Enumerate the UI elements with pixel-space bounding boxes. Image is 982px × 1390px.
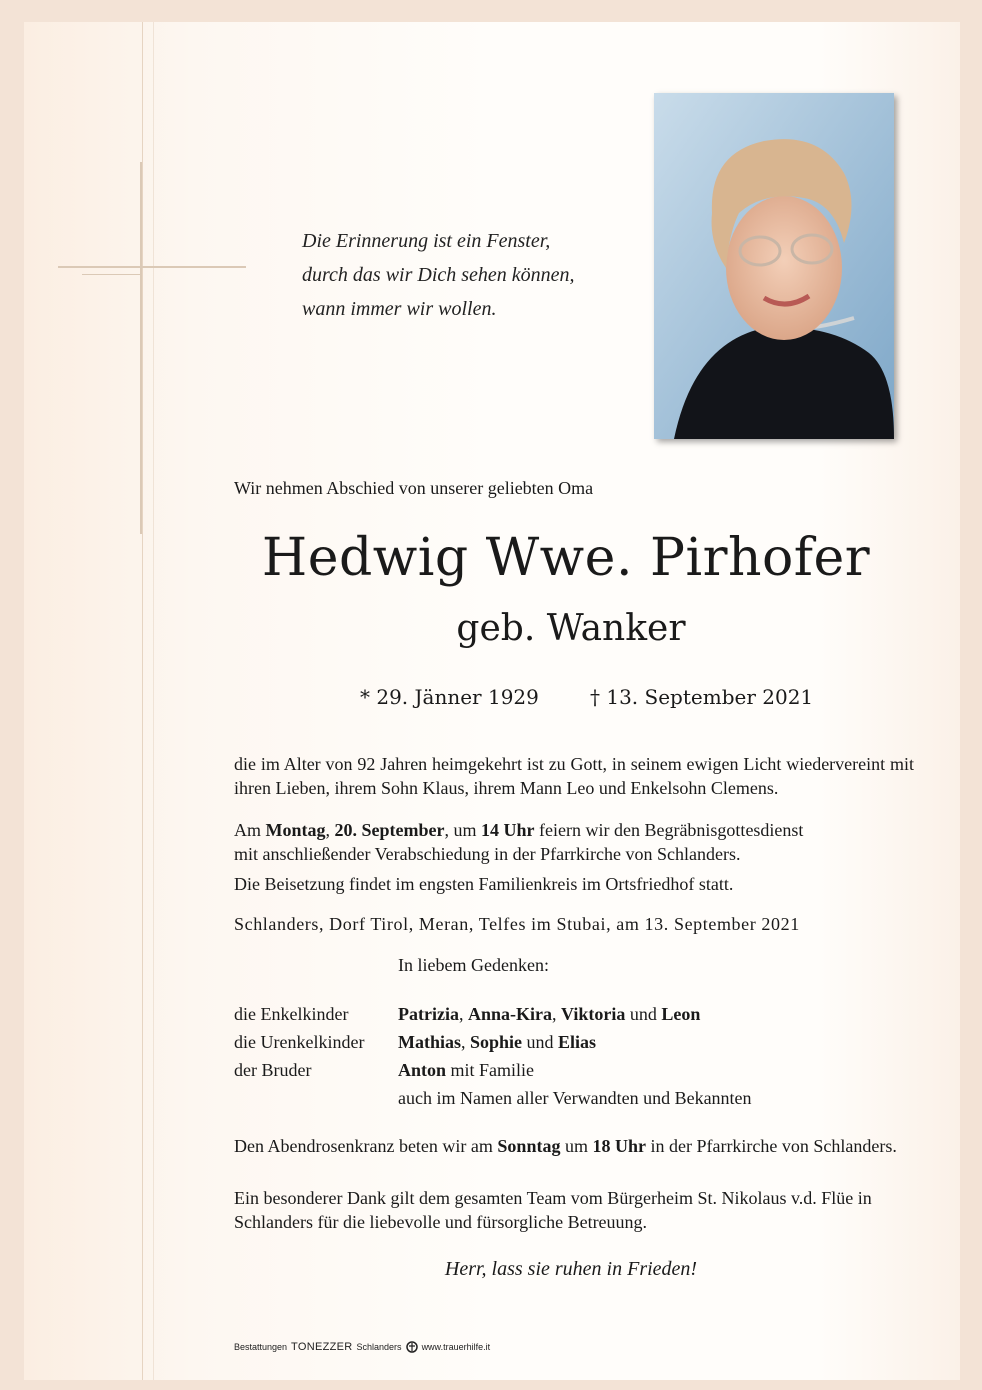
list-item: die Enkelkinder Patrizia, Anna-Kira, Viktoria und Leon	[234, 1004, 701, 1024]
footer: Bestattungen TONEZZER Schlanders www.trauerhilfe.it	[234, 1341, 491, 1353]
decorative-line	[153, 22, 154, 1380]
brand-logo: TONEZZER	[291, 1341, 353, 1353]
list-item: auch im Namen aller Verwandten und Bekannten	[398, 1088, 752, 1108]
list-item: der Bruder Anton mit Familie	[234, 1060, 535, 1080]
website-link[interactable]: www.trauerhilfe.it	[421, 1342, 491, 1352]
burial-paragraph: Die Beisetzung findet im engsten Familienkreis im Ortsfriedhof statt.	[234, 874, 734, 894]
birth-date: * 29. Jänner 1929	[360, 685, 539, 709]
intro-text: Wir nehmen Abschied von unserer geliebten Oma	[234, 478, 594, 498]
maiden-name: geb. Wanker	[456, 608, 686, 649]
life-paragraph: die im Alter von 92 Jahren heimgekehrt ist zu Gott, in seinem ewigen Licht wiedervereint mit ihren Lieben, ihrem Sohn Klaus, ihrem Mann Leo und Enkelsohn Clemens.	[234, 754, 914, 798]
death-date: † 13. September 2021	[590, 685, 814, 709]
cross-bar-inner	[82, 274, 142, 275]
places-date: Schlanders, Dorf Tirol, Meran, Telfes im Stubai, am 13. September 2021	[234, 914, 800, 934]
cross-icon	[140, 162, 142, 534]
deceased-name: Hedwig Wwe. Pirhofer	[261, 528, 871, 588]
rosary-paragraph: Den Abendrosenkranz beten wir am Sonntag um 18 Uhr in der Pfarrkirche von Schlanders.	[234, 1136, 897, 1156]
trauerhilfe-logo-icon	[406, 1341, 418, 1353]
thanks-paragraph: Ein besonderer Dank gilt dem gesamten Team vom Bürgerheim St. Nikolaus v.d. Flüe in Schlanders für die liebevolle und fürsorgliche Betreuung.	[234, 1188, 872, 1232]
closing-prayer: Herr, lass sie ruhen in Frieden!	[444, 1258, 698, 1280]
family-list	[234, 1000, 752, 1112]
service-paragraph: Am Montag, 20. September, um 14 Uhr feiern wir den Begräbnisgottesdienst mit anschließender Verabschiedung in der Pfarrkirche von Schlanders.	[234, 820, 804, 864]
list-item: die Urenkelkinder Mathias, Sophie und Elias	[234, 1032, 597, 1052]
cross-bar	[58, 266, 246, 268]
memorial-quote: Die Erinnerung ist ein Fenster, durch das wir Dich sehen können, wann immer wir wollen.	[302, 230, 575, 320]
decorative-line	[142, 22, 143, 1380]
portrait-photo	[654, 93, 894, 439]
in-memory-heading: In liebem Gedenken:	[398, 955, 549, 975]
